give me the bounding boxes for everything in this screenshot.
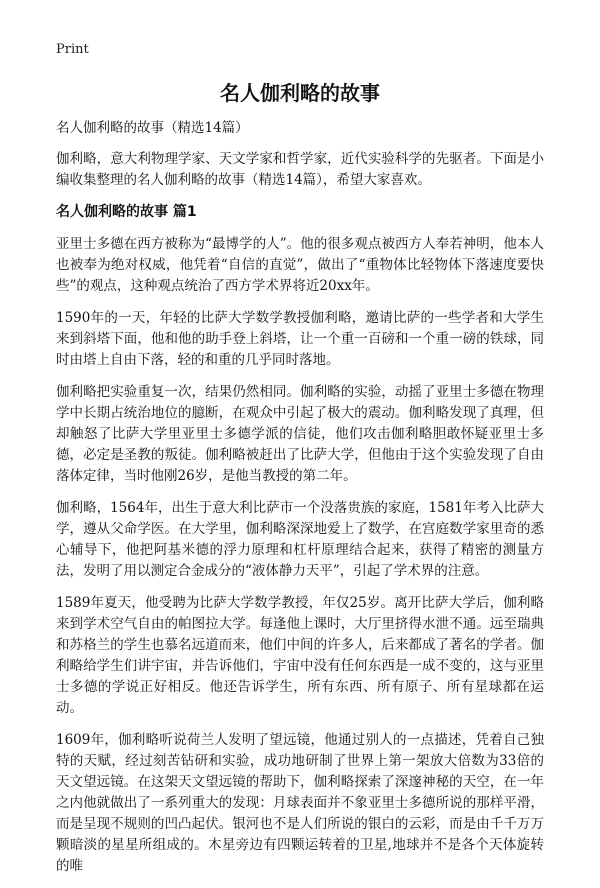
paragraph-2: 1590年的一天，年轻的比萨大学数学教授伽利略，邀请比萨的一些学者和大学生来到斜塔下面，他和他的助手登上斜塔，让一个重一百磅和一个重一磅的铁球，同时由塔上自由下落，轻的和重的几乎同时落地。 <box>56 310 544 368</box>
intro-paragraph: 伽利略，意大利物理学家、天文学家和哲学家，近代实验科学的先驱者。下面是小编收集整理的名人伽利略的故事（精选14篇），希望大家喜欢。 <box>56 151 544 188</box>
document-subtitle: 名人伽利略的故事（精选14篇） <box>56 120 249 136</box>
section-heading: 名人伽利略的故事 篇1 <box>56 204 197 220</box>
paragraph-1: 亚里士多德在西方被称为“最博学的人”。他的很多观点被西方人奉若神明，他本人也被奉为绝对权威，他凭着“自信的直觉”，做出了“重物体比轻物体下落速度要快些”的观点，这种观点统治了西方学术界将近20xx年。 <box>56 236 544 294</box>
paragraph-6: 1609年，伽利略听说荷兰人发明了望远镜，他通过别人的一点描述，凭着自己独特的天赋，经过刻苦钻研和实验，成功地研制了世界上第一架放大倍数为33倍的天文望远镜。在这架天文望远镜的帮助下，伽利略探索了深邃神秘的天空，在一年之内他就做出了一系列重大的发现：月球表面并不象亚里士多德所说的那样平滑，而是呈现不规则的凹凸起伏。银河也不是人们所说的银白的云彩，而是由千千万万颗暗淡的星星所组成的。木星旁边有四颗运转着的卫星,地球并不是各个天体旋转的唯 <box>56 732 544 874</box>
print-label: Print <box>56 42 89 57</box>
paragraph-5: 1589年夏天，他受聘为比萨大学数学教授，年仅25岁。离开比萨大学后，伽利略来到学术空气自由的帕图拉大学。每逢他上课时，大厅里挤得水泄不通。远至瑞典和苏格兰的学生也慕名远道而来，他们中间的许多人，后来都成了著名的学者。伽利略给学生们讲宇宙，并告诉他们，宇宙中没有任何东西是一成不变的，这与亚里士多德的学说正好相反。他还告诉学生，所有东西、所有原子、所有星球都在运动。 <box>56 595 544 716</box>
paragraph-4: 伽利略，1564年，出生于意大利比萨市一个没落贵族的家庭，1581年考入比萨大学，遵从父命学医。在大学里，伽利略深深地爱上了数学，在宫庭数学家里奇的悉心辅导下，他把阿基米德的浮力原理和杠杆原理结合起来，获得了精密的测量方法，发明了用以测定合金成分的“液体静力天平”，引起了学术界的注意。 <box>56 500 544 579</box>
document-title: 名人伽利略的故事 <box>220 81 380 105</box>
paragraph-3: 伽利略把实验重复一次，结果仍然相同。伽利略的实验，动摇了亚里士多德在物理学中长期占统治地位的臆断，在观众中引起了极大的震动。伽利略发现了真理，但却触怒了比萨大学里亚里士多德学派的信徒，他们攻击伽利略胆敢怀疑亚里士多德，必定是圣教的叛徒。伽利略被赶出了比萨大学，但他由于这个实验发现了自由落体定律，当时他刚26岁，是他当教授的第二年。 <box>56 384 544 484</box>
document-content <box>56 118 544 888</box>
